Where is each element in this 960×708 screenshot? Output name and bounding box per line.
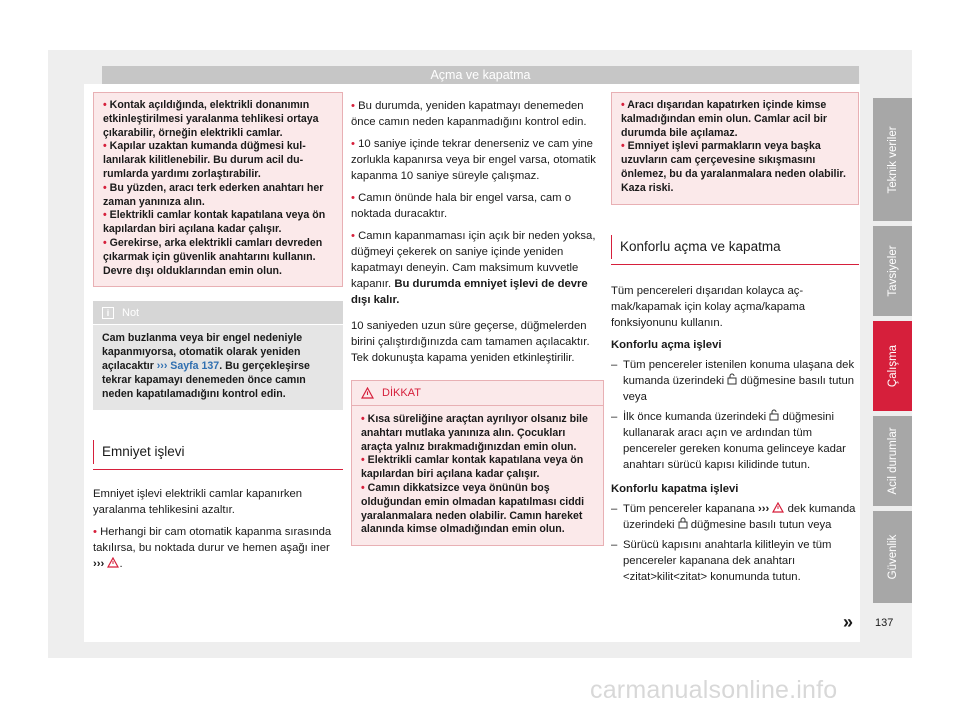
warning-triangle-icon xyxy=(107,557,119,568)
list-item: • Camın önünde hala bir engel varsa, cam o noktada duracaktır. xyxy=(351,192,571,220)
column-1 xyxy=(93,92,343,578)
caution-item: • Camın dikkatsizce veya önünün boş olduğundan emin olmadan kapatılması ciddi yaralanmalara neden olabilir. Camın hareket alanında kimse olmadığından emin olun. xyxy=(361,481,585,536)
caution-header xyxy=(352,381,603,406)
subheading: Konforlu kapatma işlevi xyxy=(611,482,739,495)
list-item: – Tüm pencereler istenilen konuma ulaşana dek kumanda üzerindeki düğmesine basılı tutun veya xyxy=(611,358,855,403)
page-link[interactable]: ››› Sayfa 137 xyxy=(156,359,220,372)
list-item: • Herhangi bir cam otomatik kapanma sırasında takılırsa, bu noktada durur ve hemen aşağı iner ››› . xyxy=(93,526,332,571)
note-header xyxy=(93,301,343,325)
column-2 xyxy=(351,98,604,546)
note-text: Cam buzlanma veya bir engel nedeniyle kapanmıyorsa, otomatik olarak yeniden açılacaktır ››› Sayfa 137. Bu gerçekleşirse tekrar kapamayı denemeden önce camın neden kapatılamadığını kontrol edin. xyxy=(102,332,310,400)
subheading: Konforlu açma işlevi xyxy=(611,338,722,351)
section-title: Emniyet işlevi xyxy=(93,444,343,470)
unlock-icon xyxy=(727,373,737,385)
bullet-icon: • xyxy=(103,140,107,153)
paragraph: Tüm pencereleri dışarıdan kolayca açmak/kapamak için kolay açma/kapama fonksiyonunu kullanın. xyxy=(611,284,806,329)
caution-label: DİKKAT xyxy=(382,387,421,399)
bullet-icon: • xyxy=(93,526,97,539)
bullet-icon: • xyxy=(351,138,355,150)
bullet-icon: • xyxy=(621,99,625,111)
bullet-icon: • xyxy=(361,454,365,467)
paragraph: 10 saniyeden uzun süre geçerse, düğmelerden birini çalıştırdığınızda cam tamamen açılacaktır. Tek dokunuşta kapama yeniden etkinleştirilir. xyxy=(351,320,590,364)
unlock-icon xyxy=(769,409,779,421)
bullet-icon: • xyxy=(351,100,355,112)
bullet-icon: • xyxy=(103,99,107,111)
tab-operation[interactable]: Çalışma xyxy=(873,321,912,411)
bullet-icon: • xyxy=(103,209,107,222)
list-item: • Bu durumda, yeniden kapatmayı denemeden önce camın neden kapanmadığını kontrol edin. xyxy=(351,100,587,128)
bullet-icon: • xyxy=(103,236,107,249)
section-title: Konforlu açma ve kapatma xyxy=(611,239,859,265)
column-3 xyxy=(611,92,859,589)
warning-triangle-icon xyxy=(361,387,374,399)
warning-item: • Emniyet işlevi parmakların veya başka uzuvların cam çerçevesine sıkışmasını önlemez, bu da yaralanmalara neden olabilir. Kaza riski. xyxy=(621,140,846,194)
list-item: – Tüm pencereler kapanana ››› dek kumanda üzerindeki düğmesine basılı tutun veya xyxy=(611,502,856,531)
list-item: – İlk önce kumanda üzerindeki düğmesini kullanarak aracı açın ve ardından tüm pencereler gereken konuma gelinceye kadar anahtarı sürücü kapısı kilidinde tutun. xyxy=(611,410,846,471)
warning-item: • Bu yüzden, aracı terk ederken anahtarı her zaman yanınıza alın. xyxy=(103,181,324,208)
note-box xyxy=(93,301,343,410)
continue-arrow: » xyxy=(843,612,854,632)
chapter-tabs xyxy=(873,98,912,608)
warning-item: • Kapılar uzaktan kumanda düğmesi kullanılarak kilitlenebilir. Bu durum acil durumlarda yardımı zorlaştırabilir. xyxy=(103,140,306,180)
list-item: – Sürücü kapısını anahtarla kilitleyin ve tüm pencereler kapanana dek anahtarı <zitat>kilit<zitat> konumunda tutun. xyxy=(611,538,832,583)
cross-ref-arrow[interactable]: ››› xyxy=(758,502,770,515)
tab-recommendations[interactable]: Tavsiyeler xyxy=(873,226,912,316)
bullet-icon: • xyxy=(351,230,355,242)
tab-safety[interactable]: Güvenlik xyxy=(873,511,912,603)
page-title: Açma ve kapatma xyxy=(102,66,859,84)
warning-triangle-icon xyxy=(772,502,784,513)
watermark: carmanualsonline.info xyxy=(590,676,838,704)
page-number: 137 xyxy=(875,617,894,629)
tab-technical-data[interactable]: Teknik veriler xyxy=(873,98,912,221)
warning-box xyxy=(611,92,859,205)
caution-item: • Elektrikli camlar kontak kapatılana veya ön kapılardan biri açılana kadar çalışır. xyxy=(361,454,584,481)
paragraph: Emniyet işlevi elektrikli camlar kapanırken yaralanma tehlikesini azaltır. xyxy=(93,488,303,517)
bullet-icon: • xyxy=(351,192,355,204)
info-icon: i xyxy=(102,307,114,319)
warning-item: • Gerekirse, arka elektrikli camları devreden çıkarmak için güvenlik anahtarını kullanın. Devre dışı olduklarından emin olun. xyxy=(103,236,323,277)
lock-icon xyxy=(678,517,688,529)
tab-emergencies[interactable]: Acil durumlar xyxy=(873,416,912,506)
bullet-icon: • xyxy=(361,481,365,494)
list-item: • 10 saniye içinde tekrar denerseniz ve cam yine zorlukla kapanırsa veya bir engel varsa, otomatik kapanma 10 saniye süreyle çalışmaz. xyxy=(351,138,596,182)
note-label: Not xyxy=(122,306,140,319)
caution-item: • Kısa süreliğine araçtan ayrılıyor olsanız bile anahtarı mutlaka yanınıza alın. Çocukları araçta yalnız bırakmadığınızdan emin olun. xyxy=(361,413,588,453)
warning-item: • Elektrikli camlar kontak kapatılana veya ön kapılardan biri açılana kadar çalışır. xyxy=(103,209,326,236)
list-item: • Camın kapanmaması için açık bir neden yoksa, düğmeyi çekerek on saniye içinde yeniden kapatmayı deneyin. Cam maksimum kuvvetle kapanır. Bu durumda emniyet işlevi de devre dışı kalır. xyxy=(351,230,596,306)
bullet-icon: • xyxy=(103,181,107,194)
bullet-icon: • xyxy=(361,413,365,425)
warning-item: • Kontak açıldığında, elektrikli donanımın etkinleştirilmesi yaralanma tehlikesi ortaya çıkarabilir, örneğin elektrikli camlar. xyxy=(103,99,319,139)
caution-box xyxy=(351,380,604,546)
cross-ref-arrow[interactable]: ››› xyxy=(93,558,105,571)
warning-item: • Aracı dışarıdan kapatırken içinde kimse kalmadığından emin olun. Camlar acil bir durumda bile açılamaz. xyxy=(621,99,828,139)
warning-box xyxy=(93,92,343,287)
bullet-icon: • xyxy=(621,140,625,153)
